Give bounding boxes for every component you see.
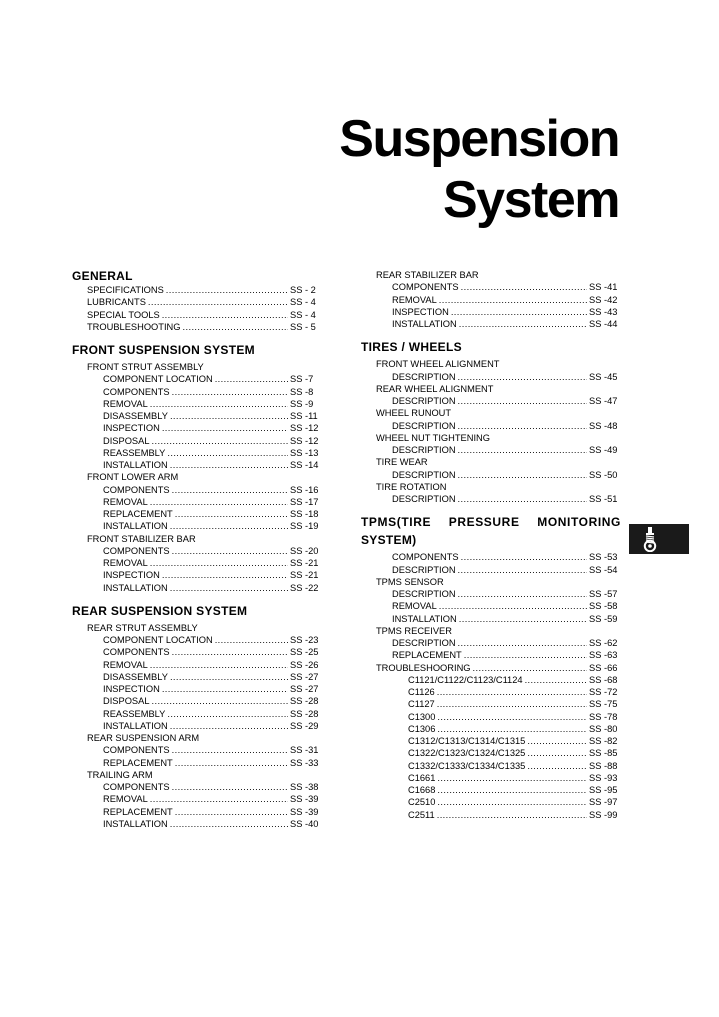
toc-entry-label: COMPONENTS (103, 484, 170, 495)
toc-entry[interactable] (72, 818, 322, 830)
toc-right-column (361, 269, 621, 821)
toc-page-number: SS -27 (290, 671, 319, 682)
toc-entry-label: C1332/C1333/C1334/C1335 (408, 760, 526, 771)
toc-entry-label: C1322/C1323/C1324/C1325 (408, 748, 526, 759)
dot-leader (437, 698, 587, 710)
toc-entry-label: DISASSEMBLY (103, 671, 168, 682)
dot-leader (458, 564, 587, 576)
toc-entry-label: FRONT STRUT ASSEMBLY (87, 362, 204, 372)
dot-leader (162, 569, 288, 581)
toc-page-number: SS -31 (290, 745, 319, 756)
toc-entry[interactable] (72, 671, 322, 683)
toc-entry[interactable] (72, 386, 322, 398)
toc-left-column (72, 269, 322, 830)
dot-leader (437, 809, 587, 821)
toc-page-number: SS -23 (290, 635, 319, 645)
toc-entry-label: REMOVAL (103, 398, 148, 409)
dot-leader (167, 708, 288, 720)
toc-entry[interactable] (361, 564, 621, 576)
toc-page-number: SS -39 (290, 806, 319, 817)
toc-page-number: SS -25 (290, 647, 319, 658)
toc-entry[interactable] (361, 613, 621, 625)
toc-entry[interactable] (72, 545, 322, 557)
dot-leader (150, 398, 288, 410)
dot-leader (527, 735, 587, 747)
section-heading: TIRES / WHEELS (361, 340, 462, 355)
toc-entry[interactable] (72, 484, 322, 496)
toc-page-number: SS - 4 (290, 297, 316, 308)
toc-entry-label: COMPONENTS (392, 552, 459, 563)
toc-page-number: SS -44 (589, 319, 618, 329)
dot-leader (527, 747, 587, 759)
toc-page-number: SS -19 (290, 521, 319, 532)
toc-entry-label: REPLACEMENT (392, 650, 462, 661)
dot-leader (458, 588, 587, 600)
toc-page-number: SS -75 (589, 699, 618, 710)
toc-entry-label: REPLACEMENT (103, 757, 173, 768)
dot-leader (458, 420, 587, 432)
toc-entry[interactable] (72, 309, 322, 321)
toc-page-number: SS -27 (290, 684, 319, 694)
toc-entry[interactable] (361, 772, 621, 784)
toc-page-number: SS -85 (589, 748, 618, 759)
dot-leader (172, 744, 288, 756)
dot-leader (437, 723, 587, 735)
toc-subheading (72, 732, 322, 744)
toc-entry-label: REAR STABILIZER BAR (376, 270, 479, 280)
dot-leader (525, 674, 587, 686)
toc-entry[interactable] (72, 459, 322, 471)
toc-entry[interactable] (72, 720, 322, 732)
dot-leader (437, 784, 587, 796)
toc-entry-label: DESCRIPTION (392, 445, 456, 455)
toc-entry-label: FRONT STABILIZER BAR (87, 533, 196, 544)
dot-leader (461, 281, 587, 293)
toc-entry[interactable] (361, 306, 621, 318)
toc-entry-label: DESCRIPTION (392, 564, 456, 575)
toc-subheading (72, 533, 322, 545)
toc-page-number: SS -43 (589, 306, 618, 317)
toc-entry-label: C2511 (408, 809, 435, 820)
toc-entry-label: C1306 (408, 723, 436, 734)
toc-entry-label: REMOVAL (392, 294, 437, 305)
dot-leader (439, 600, 587, 612)
dot-leader (183, 321, 289, 333)
dot-leader (167, 447, 288, 459)
toc-entry-label: INSTALLATION (392, 613, 457, 624)
toc-entry-label: WHEEL NUT TIGHTENING (376, 432, 490, 443)
toc-entry-label: DESCRIPTION (392, 371, 456, 382)
dot-leader (215, 634, 288, 646)
toc-page-number: SS -80 (589, 723, 618, 734)
section-heading: FRONT SUSPENSION SYSTEM (72, 343, 255, 357)
toc-entry-label: COMPONENT LOCATION (103, 635, 213, 645)
toc-entry-label: REMOVAL (103, 794, 148, 805)
section-tab (629, 524, 689, 554)
toc-entry[interactable] (361, 493, 621, 505)
dot-leader (459, 318, 587, 330)
toc-entry-label: REASSEMBLY (103, 708, 166, 719)
toc-entry-label: FRONT LOWER ARM (87, 472, 179, 483)
toc-entry[interactable] (361, 637, 621, 649)
toc-page-number: SS -53 (589, 552, 618, 563)
toc-page-number: SS -99 (589, 809, 618, 820)
toc-entry-label: REASSEMBLY (103, 447, 166, 458)
dot-leader (464, 649, 587, 661)
toc-entry-label: DESCRIPTION (392, 420, 456, 431)
toc-entry-label: COMPONENTS (103, 745, 170, 756)
toc-entry[interactable] (361, 551, 621, 563)
toc-page-number: SS -50 (589, 469, 618, 480)
toc-page-number: SS -95 (589, 785, 618, 795)
toc-entry[interactable] (361, 784, 621, 796)
toc-subheading (361, 269, 621, 281)
toc-entry-label: REAR WHEEL ALIGNMENT (376, 383, 494, 394)
toc-entry-label: REAR STRUT ASSEMBLY (87, 622, 198, 633)
toc-entry[interactable] (72, 296, 322, 308)
toc-entry[interactable] (361, 686, 621, 698)
toc-page-number: SS -88 (589, 760, 618, 771)
toc-entry[interactable] (72, 435, 322, 447)
toc-page-number: SS -9 (290, 398, 314, 409)
dot-leader (458, 637, 587, 649)
toc-page-number: SS -59 (589, 613, 618, 624)
toc-entry-label: DESCRIPTION (392, 589, 456, 599)
dot-leader (458, 395, 587, 407)
toc-entry-label: COMPONENTS (103, 782, 170, 792)
dot-leader (172, 484, 288, 496)
toc-entry[interactable] (72, 634, 322, 646)
toc-entry[interactable] (72, 757, 322, 769)
toc-page-number: SS -33 (290, 757, 319, 768)
toc-page-number: SS - 5 (290, 321, 316, 332)
toc-page-number: SS -12 (290, 423, 319, 434)
toc-entry-label: REMOVAL (103, 496, 148, 507)
toc-page-number: SS -17 (290, 496, 319, 507)
toc-entry[interactable] (72, 557, 322, 569)
toc-entry-label: TIRE ROTATION (376, 481, 447, 492)
dot-leader (170, 520, 288, 532)
section-heading: TPMS(TIRE PRESSURE MONITORING (361, 515, 621, 530)
dot-leader (451, 306, 587, 318)
toc-entry-label: INSTALLATION (392, 319, 457, 329)
dot-leader (439, 294, 587, 306)
dot-leader (461, 551, 587, 563)
toc-page-number: SS -29 (290, 720, 319, 731)
toc-entry-label: REMOVAL (103, 558, 148, 568)
toc-entry[interactable] (361, 711, 621, 723)
toc-entry-label: DESCRIPTION (392, 469, 456, 480)
toc-entry-label: COMPONENTS (103, 386, 170, 397)
toc-entry[interactable] (72, 496, 322, 508)
toc-subheading (361, 481, 621, 493)
toc-page-number: SS -26 (290, 659, 319, 670)
toc-entry-label: INSPECTION (392, 306, 449, 317)
toc-page-number: SS -42 (589, 294, 618, 305)
toc-entry[interactable] (72, 447, 322, 459)
toc-entry-label: C1126 (408, 687, 435, 697)
toc-entry[interactable] (72, 793, 322, 805)
toc-entry[interactable] (72, 646, 322, 658)
toc-entry-label: INSTALLATION (103, 818, 168, 829)
dot-leader (150, 793, 288, 805)
toc-entry-label: REPLACEMENT (103, 509, 173, 519)
toc-page-number: SS -49 (589, 445, 618, 455)
toc-entry[interactable] (361, 281, 621, 293)
dot-leader (148, 296, 288, 308)
dot-leader (437, 686, 587, 698)
toc-subheading (361, 407, 621, 419)
toc-entry[interactable] (72, 520, 322, 532)
toc-page-number: SS -14 (290, 460, 319, 470)
toc-entry[interactable] (72, 422, 322, 434)
toc-entry-label: INSTALLATION (103, 720, 168, 731)
toc-page-number: SS -82 (589, 736, 618, 746)
toc-entry[interactable] (72, 373, 322, 385)
toc-page-number: SS -78 (589, 711, 618, 722)
dot-leader (172, 781, 288, 793)
toc-entry[interactable] (72, 508, 322, 520)
section-heading: REAR SUSPENSION SYSTEM (72, 603, 248, 618)
dot-leader (437, 796, 587, 808)
toc-page-number: SS -51 (589, 494, 618, 504)
toc-entry-label: C1300 (408, 711, 436, 722)
toc-page-number: SS -48 (589, 420, 618, 431)
toc-entry[interactable] (361, 698, 621, 710)
suspension-strut-icon (637, 526, 663, 552)
toc-entry-label: INSTALLATION (103, 521, 168, 532)
toc-page-number: SS -97 (589, 797, 618, 808)
toc-page-number: SS -28 (290, 708, 319, 719)
toc-entry-label: INSTALLATION (103, 582, 168, 593)
toc-entry[interactable] (361, 735, 621, 747)
toc-subheading (72, 622, 322, 634)
dot-leader (437, 772, 587, 784)
toc-entry-label: TROUBLESHOORING (376, 662, 471, 673)
toc-page-number: SS -58 (589, 601, 618, 612)
toc-entry[interactable] (361, 444, 621, 456)
toc-page-number: SS -68 (589, 674, 618, 685)
toc-page-number: SS -16 (290, 484, 319, 495)
dot-leader (172, 545, 288, 557)
toc-page-number: SS -8 (290, 386, 314, 397)
toc-entry-label: DISPOSAL (103, 435, 150, 446)
toc-entry-label: REMOVAL (392, 601, 437, 612)
toc-entry[interactable] (361, 469, 621, 481)
toc-page-number: SS -62 (589, 638, 618, 648)
toc-subheading (72, 769, 322, 781)
toc-entry[interactable] (72, 398, 322, 410)
dot-leader (175, 508, 288, 520)
dot-leader (172, 386, 288, 398)
toc-entry[interactable] (72, 708, 322, 720)
toc-page-number: SS -39 (290, 794, 319, 805)
toc-page-number: SS -21 (290, 558, 319, 568)
toc-page-number: SS -54 (589, 564, 618, 575)
toc-entry-label: TIRE WEAR (376, 457, 428, 468)
dot-leader (152, 695, 288, 707)
toc-entry[interactable] (72, 806, 322, 818)
toc-entry[interactable] (72, 781, 322, 793)
dot-leader (175, 757, 288, 769)
toc-entry-label: TRAILING ARM (87, 769, 153, 780)
toc-entry-label: C1312/C1313/C1314/C1315 (408, 736, 526, 746)
toc-entry-label: C1661 (408, 772, 436, 783)
toc-subheading (72, 471, 322, 483)
toc-page-number: SS -18 (290, 509, 319, 519)
toc-entry-label: INSTALLATION (103, 460, 168, 470)
toc-entry-label: INSPECTION (103, 570, 160, 581)
toc-entry[interactable] (361, 588, 621, 600)
dot-leader (459, 613, 587, 625)
dot-leader (150, 659, 288, 671)
toc-page-number: SS -72 (589, 687, 618, 697)
toc-entry-label: COMPONENTS (103, 545, 170, 556)
toc-subheading (361, 358, 621, 370)
toc-entry-label: C2510 (408, 797, 436, 808)
toc-page-number: SS -21 (290, 570, 319, 581)
toc-entry[interactable] (361, 600, 621, 612)
dot-leader (215, 373, 288, 385)
toc-entry-label: FRONT WHEEL ALIGNMENT (376, 359, 500, 370)
toc-entry[interactable] (72, 659, 322, 671)
dot-leader (170, 671, 288, 683)
toc-entry-label: SPECIAL TOOLS (87, 309, 160, 320)
toc-entry[interactable] (361, 809, 621, 821)
toc-subheading (361, 456, 621, 468)
toc-entry-label: REPLACEMENT (103, 806, 173, 817)
dot-leader (162, 422, 288, 434)
toc-subheading (361, 432, 621, 444)
toc-page-number: SS -28 (290, 696, 319, 707)
toc-page-number: SS -38 (290, 782, 319, 792)
toc-entry[interactable] (361, 395, 621, 407)
toc-page-number: SS -63 (589, 650, 618, 661)
toc-entry[interactable] (72, 284, 322, 296)
dot-leader (150, 557, 288, 569)
toc-page-number: SS -22 (290, 582, 319, 593)
toc-entry-label: DESCRIPTION (392, 494, 456, 504)
toc-page-number: SS -57 (589, 589, 618, 599)
toc-entry-label: C1127 (408, 699, 435, 710)
dot-leader (150, 496, 288, 508)
toc-entry[interactable] (361, 662, 621, 674)
toc-page-number: SS -11 (290, 411, 318, 421)
toc-entry-label: DESCRIPTION (392, 396, 456, 406)
toc-page-number: SS -47 (589, 396, 618, 406)
toc-page-number: SS -45 (589, 371, 618, 382)
toc-page-number: SS -20 (290, 545, 319, 556)
toc-entry-label: COMPONENTS (392, 282, 459, 293)
section-heading: SYSTEM) (361, 533, 417, 548)
toc-entry-label: TPMS RECEIVER (376, 625, 452, 636)
dot-leader (458, 493, 587, 505)
toc-entry-label: DISPOSAL (103, 696, 150, 707)
toc-entry-label: REAR SUSPENSION ARM (87, 733, 200, 743)
dot-leader (458, 444, 587, 456)
dot-leader (170, 410, 288, 422)
dot-leader (152, 435, 288, 447)
toc-page-number: SS - 2 (290, 285, 316, 295)
toc-entry-label: LUBRICANTS (87, 297, 146, 308)
toc-entry-label: COMPONENT LOCATION (103, 374, 213, 385)
page-title-line-2: System (443, 171, 619, 229)
dot-leader (527, 760, 587, 772)
toc-entry[interactable] (361, 371, 621, 383)
toc-entry[interactable] (72, 683, 322, 695)
dot-leader (458, 469, 587, 481)
toc-entry-label: TPMS SENSOR (376, 576, 444, 587)
dot-leader (170, 818, 288, 830)
dot-leader (437, 711, 587, 723)
toc-entry[interactable] (361, 723, 621, 735)
toc-subheading (361, 576, 621, 588)
dot-leader (473, 662, 587, 674)
toc-entry-label: INSPECTION (103, 684, 160, 694)
toc-page-number: SS -7 (290, 374, 314, 385)
toc-entry-label: TROUBLESHOOTING (87, 321, 181, 332)
toc-entry[interactable] (72, 321, 322, 333)
toc-page-number: SS -66 (589, 662, 618, 673)
dot-leader (175, 806, 288, 818)
dot-leader (170, 582, 288, 594)
toc-entry-label: SPECIFICATIONS (87, 285, 164, 295)
toc-entry[interactable] (72, 744, 322, 756)
toc-entry[interactable] (72, 582, 322, 594)
toc-subheading (72, 361, 322, 373)
toc-page-number: SS -41 (589, 282, 618, 293)
toc-entry-label: COMPONENTS (103, 647, 170, 658)
toc-entry[interactable] (361, 420, 621, 432)
toc-entry[interactable] (361, 318, 621, 330)
toc-entry[interactable] (72, 410, 322, 422)
toc-entry[interactable] (361, 649, 621, 661)
toc-page-number: SS -93 (589, 772, 618, 783)
toc-page-number: SS -13 (290, 447, 319, 458)
toc-entry[interactable] (361, 760, 621, 772)
toc-entry[interactable] (361, 796, 621, 808)
toc-entry-label: REMOVAL (103, 659, 148, 670)
dot-leader (162, 683, 288, 695)
toc-entry[interactable] (361, 674, 621, 686)
toc-entry[interactable] (72, 695, 322, 707)
section-heading: GENERAL (72, 269, 133, 283)
toc-subheading (361, 625, 621, 637)
toc-subheading (361, 383, 621, 395)
toc-entry-label: C1668 (408, 785, 436, 795)
toc-entry[interactable] (361, 747, 621, 759)
toc-entry[interactable] (361, 294, 621, 306)
dot-leader (170, 720, 288, 732)
dot-leader (162, 309, 288, 321)
dot-leader (172, 646, 288, 658)
dot-leader (458, 371, 587, 383)
toc-entry-label: DESCRIPTION (392, 638, 456, 648)
toc-entry[interactable] (72, 569, 322, 581)
dot-leader (166, 284, 288, 296)
dot-leader (170, 459, 288, 471)
toc-entry-label: DISASSEMBLY (103, 411, 168, 421)
toc-entry-label: C1121/C1122/C1123/C1124 (408, 674, 523, 685)
toc-entry-label: INSPECTION (103, 423, 160, 434)
page-title-line-1: Suspension (339, 110, 619, 168)
toc-page-number: SS - 4 (290, 309, 316, 320)
toc-page-number: SS -40 (290, 818, 319, 829)
toc-page-number: SS -12 (290, 435, 319, 446)
toc-entry-label: WHEEL RUNOUT (376, 408, 452, 419)
